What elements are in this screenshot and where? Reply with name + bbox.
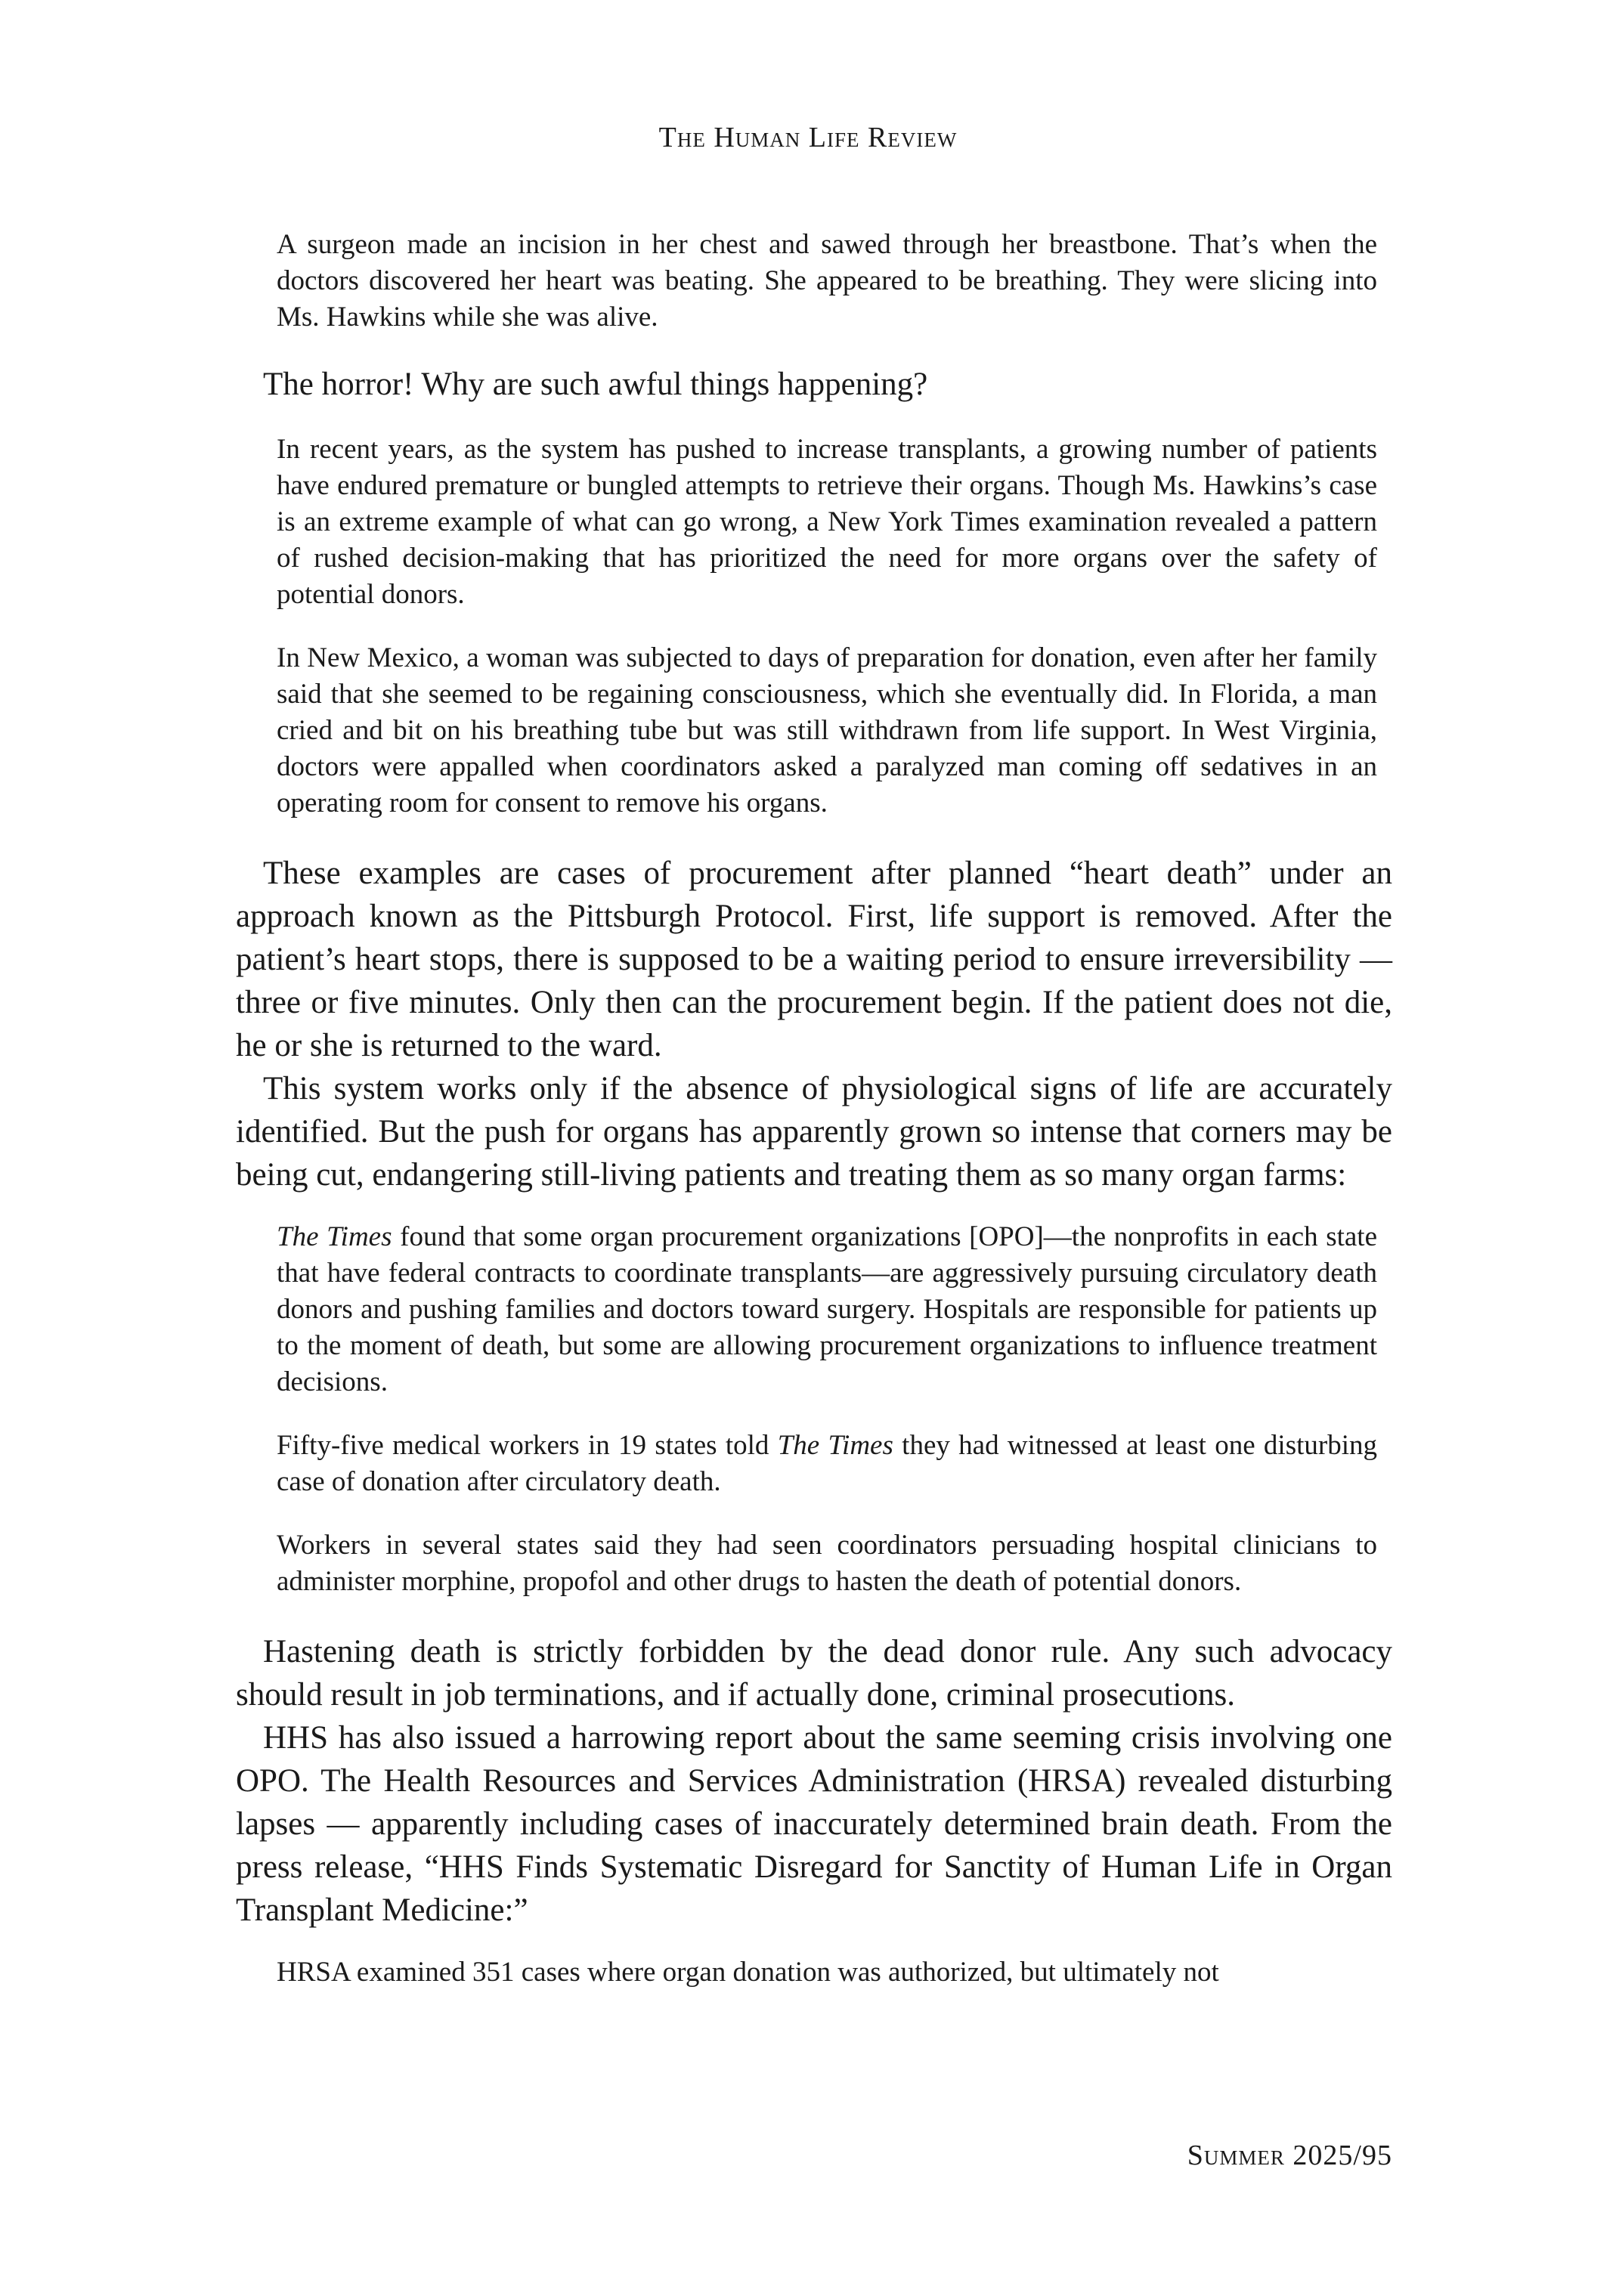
block-quote-hrsa: HRSA examined 351 cases where organ donation was authorized, but ultimately not	[277, 1957, 1219, 1988]
paragraph-horror: The horror! Why are such awful things happening?	[263, 367, 928, 402]
block-quote-recent-years: In recent years, as the system has pushed to increase transplants, a growing number of patients have endured premature or bungled attempts to retrieve their organs. Though Ms. Hawkins’s case is an extreme example of what can go wrong, a New York Times examination revealed a pattern of rushed decision-making that has prioritized the need for more organs over the safety of potential donors.	[277, 434, 1377, 610]
paragraph-pittsburgh-protocol: These examples are cases of procurement after planned “heart death” under an approach known as the Pittsburgh Protocol. First, life support is removed. After the patient’s heart stops, there is supposed to be a waiting period to ensure irreversibility —three or five minutes. Only then can the procurement begin. If the patient does not die, he or she is returned to the ward.	[236, 856, 1392, 1063]
italic-the-times: The Times	[277, 1221, 392, 1252]
quote-fifty-five-end: they had witnessed at least one disturbing case of donation after circulatory death.	[277, 1430, 1377, 1497]
paragraph-hastening-death: Hastening death is strictly forbidden by the dead donor rule. Any such advocacy should result in job terminations, and if actually done, criminal prosecutions.	[236, 1634, 1392, 1713]
folio: Summer 2025/95	[1187, 2140, 1392, 2171]
quote-fifty-five-start: Fifty-five medical workers in 19 states told	[277, 1430, 778, 1461]
quote-opo-text: found that some organ procurement organizations [OPO]—the nonprofits in each state that have federal contracts to coordinate transplants—are aggressively pursuing circulatory death donors and pushing families and doctors toward surgery. Hospitals are responsible for patients up to the moment of death, but some are allowing procurement organizations to influence treatment decisions.	[277, 1221, 1378, 1397]
block-quote-surgeon: A surgeon made an incision in her chest and sawed through her breastbone. That’s when the doctors discovered her heart was beating. She appeared to be breathing. They were slicing into Ms. Hawkins while she was alive.	[277, 229, 1377, 333]
block-quote-new-mexico: In New Mexico, a woman was subjected to days of preparation for donation, even after her family said that she seemed to be regaining consciousness, which she eventually did. In Florida, a man cried and bit on his breathing tube but was still withdrawn from life support. In West Virginia, doctors were appalled when coordinators asked a paralyzed man coming off sedatives in an operating room for consent to remove his organs.	[277, 642, 1377, 818]
italic-the-times-2: The Times	[777, 1430, 893, 1461]
paragraph-hhs-report: HHS has also issued a harrowing report about the same seeming crisis involving one OPO. The Health Resources and Services Administration (HRSA) revealed disturbing lapses — apparently including cases of inaccurately determined brain death. From the press release, “HHS Finds Systematic Disregard for Sanctity of Human Life in Organ Transplant Medicine:”	[236, 1720, 1392, 1928]
paragraph-organ-farms: This system works only if the absence of physiological signs of life are accurately identified. But the push for organs has apparently grown so intense that corners may be being cut, endangering still-living patients and treating them as so many organ farms:	[236, 1071, 1392, 1193]
block-quote-workers: Workers in several states said they had seen coordinators persuading hospital clinicians to administer morphine, propofol and other drugs to hasten the death of potential donors.	[277, 1530, 1377, 1597]
article-body	[236, 227, 1392, 2018]
running-header: The Human Life Review	[658, 122, 958, 153]
block-quote-fifty-five	[277, 1428, 1377, 1500]
block-quote-opo	[277, 1219, 1377, 1400]
